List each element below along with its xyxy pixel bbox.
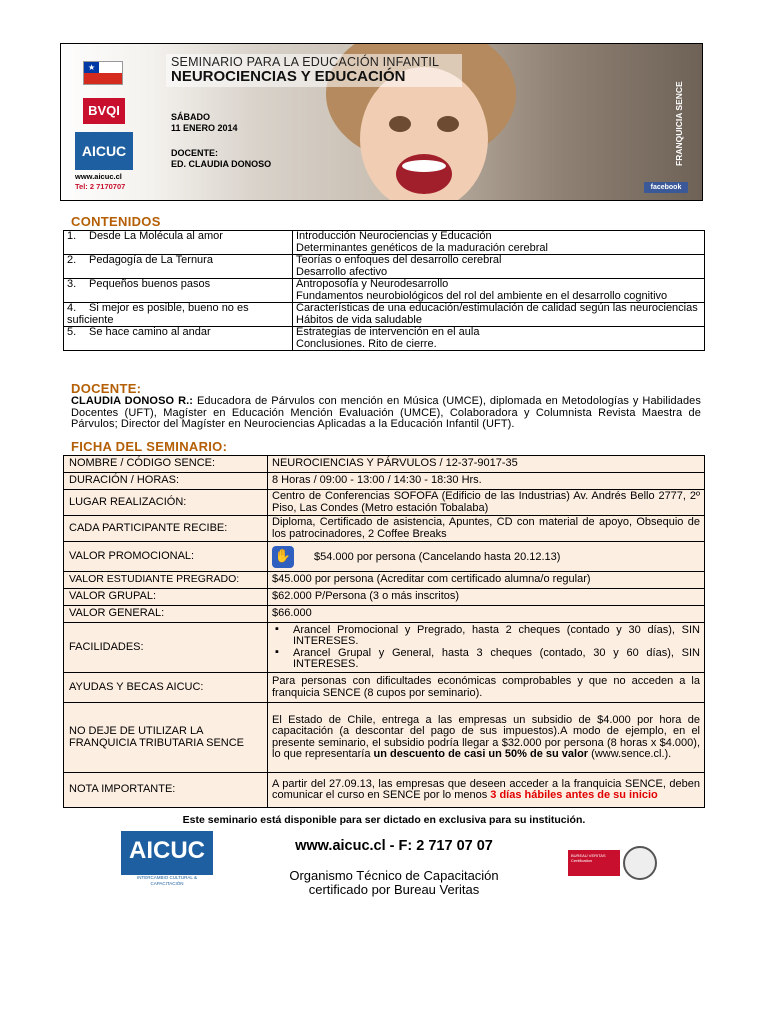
ficha-key: FACILIDADES: [64, 623, 268, 673]
bureau-veritas-text: BUREAU VERITAS Certification [568, 850, 620, 876]
contenidos-details-cell [293, 327, 705, 351]
banner-title-line1: SEMINARIO PARA LA EDUCACIÓN INFANTIL [171, 55, 440, 69]
contenidos-detail: Determinantes genéticos de la maduración cerebral [296, 241, 548, 254]
ficha-value [268, 542, 705, 572]
ficha-key: NO DEJE DE UTILIZAR LA FRANQUICIA TRIBUTARIA SENCE [64, 703, 268, 773]
ficha-row-sence [64, 703, 705, 773]
contenidos-detail: Estrategias de intervención en el aula [296, 326, 480, 338]
docente-heading: DOCENTE: [71, 381, 142, 396]
ficha-value: $66.000 [268, 606, 705, 623]
sence-link-text: (www.sence.cl.). [588, 748, 672, 760]
contenidos-detail: Características de una educación/estimulación de calidad según las neurociencias [296, 302, 698, 314]
ficha-row-general [64, 606, 705, 623]
docente-bio [71, 396, 701, 431]
aicuc-logo-small: AICUC [75, 132, 133, 170]
ficha-row-ayudas [64, 673, 705, 703]
nota-highlight: 3 días hábiles antes de su inicio [490, 789, 658, 801]
facilidades-list [272, 625, 700, 671]
ficha-value: $62.000 P/Persona (3 o más inscritos) [268, 589, 705, 606]
banner-website[interactable]: www.aicuc.cl [75, 172, 122, 181]
contenidos-row [64, 303, 705, 327]
banner-phone: Tel: 2 7170707 [75, 182, 126, 191]
list-item: ▪ Arancel Grupal y General, hasta 3 cheques (contado, 30 y 60 días), SIN INTERESES. [272, 648, 700, 671]
ficha-row-nombre [64, 456, 705, 473]
contenidos-number: 3. [67, 278, 77, 290]
ficha-value: Para personas con dificultades económicas comprobables y que no acceden a la franquicia SENCE (8 cupos por seminario). [268, 673, 705, 703]
contenidos-row [64, 279, 705, 303]
ficha-value [268, 623, 705, 673]
aicuc-logo-text: AICUC [129, 837, 205, 864]
ficha-key: NOTA IMPORTANTE: [64, 773, 268, 808]
contenidos-detail: Teorías o enfoques del desarrollo cerebral [296, 254, 502, 266]
contenidos-topic: Pequeños buenos pasos [89, 278, 211, 290]
contenidos-topic: Si mejor es posible, bueno no es suficiente [67, 302, 249, 326]
ficha-key: VALOR GENERAL: [64, 606, 268, 623]
ficha-row-grupal [64, 589, 705, 606]
contenidos-details-cell [293, 303, 705, 327]
banner-title-line2: NEUROCIENCIAS Y EDUCACIÓN [171, 68, 406, 85]
contenidos-detail: Fundamentos neurobiológicos del rol del ambiente en el desarrollo cognitivo [296, 289, 668, 302]
ficha-value: NEUROCIENCIAS Y PÁRVULOS / 12-37-9017-35 [268, 456, 705, 473]
contenidos-topic-cell [64, 303, 293, 327]
contenidos-heading: CONTENIDOS [71, 214, 161, 229]
disponible-note: Este seminario está disponible para ser dictado en exclusiva para su institución. [182, 814, 586, 826]
certification-seal-icon [623, 846, 657, 880]
contenidos-details-cell [293, 231, 705, 255]
contenidos-topic: Se hace camino al andar [89, 326, 211, 338]
ficha-row-facilidades [64, 623, 705, 673]
banner-docente [171, 148, 271, 170]
aicuc-logo-subtitle: INTERCAMBIO CULTURAL & CAPACITACIÓN [121, 875, 213, 887]
footer-org-line1: Organismo Técnico de Capacitación [289, 867, 499, 883]
ficha-row-recibe [64, 516, 705, 542]
contenidos-topic-cell [64, 255, 293, 279]
footer-org-line2: certificado por Bureau Veritas [308, 882, 480, 897]
franquicia-sence-text: FRANQUICIA SENCE [674, 81, 684, 166]
ficha-key: VALOR ESTUDIANTE PREGRADO: [64, 572, 268, 589]
ficha-value: Centro de Conferencias SOFOFA (Edificio de las Industrias) Av. Andrés Bello 2777, 2º Piso, Las Condes (Metro estación Tobalaba) [268, 490, 705, 516]
ficha-row-nota [64, 773, 705, 808]
ficha-value [268, 703, 705, 773]
ficha-value: 8 Horas / 09:00 - 13:00 / 14:30 - 18:30 Hrs. [268, 473, 705, 490]
contenidos-number: 2. [67, 254, 77, 266]
ficha-row-promocional [64, 542, 705, 572]
docente-bio-text: Educadora de Párvulos con mención en Música (UMCE), diplomada en Metodologías y Habilidades Docentes (UFT), Magíster en Educación Mención Evaluación (UMCE), Colaboradora y Columnista Revista Maestra de Párvulos; Director del Magíster en Neurociencias Aplicadas a la Educación Infantil (UFT). [71, 395, 701, 431]
contenidos-topic-cell [64, 231, 293, 255]
contenidos-topic-cell [64, 279, 293, 303]
contenidos-detail: Introducción Neurociencias y Educación [296, 230, 492, 242]
contenidos-detail: Conclusiones. Rito de cierre. [296, 337, 437, 350]
contenidos-number: 5. [67, 326, 77, 338]
ficha-key: VALOR PROMOCIONAL: [64, 542, 268, 572]
contenidos-topic: Desde La Molécula al amor [89, 230, 223, 242]
footer-web-phone[interactable]: www.aicuc.cl - F: 2 717 07 07 [295, 838, 493, 854]
chile-flag-icon: ★ [83, 61, 123, 85]
ficha-value: Diploma, Certificado de asistencia, Apuntes, CD con material de apoyo, Obsequio de los patrocinadores, 2 Coffee Breaks [268, 516, 705, 542]
docente-name: CLAUDIA DONOSO R.: [71, 395, 194, 407]
contenidos-detail: Hábitos de vida saludable [296, 313, 422, 326]
contenidos-row [64, 327, 705, 351]
contenidos-detail: Antroposofía y Neurodesarrollo [296, 278, 449, 290]
ficha-key: AYUDAS Y BECAS AICUC: [64, 673, 268, 703]
ficha-key: LUGAR REALIZACIÓN: [64, 490, 268, 516]
ficha-table [63, 455, 705, 808]
sence-text: El Estado de Chile, entrega a las empresas un subsidio de $4.000 por hora de capacitación (a descontar del pago de sus impuestos).A modo de ejemplo, en el presente seminario, el subsidio podría llegar a $32.000 por persona (8 horas x $4.000), lo que representaría [272, 713, 700, 760]
ficha-key: DURACIÓN / HORAS: [64, 473, 268, 490]
ficha-row-lugar [64, 490, 705, 516]
sence-discount-text: un descuento de casi un 50% de su valor [373, 748, 589, 760]
contenidos-topic-cell [64, 327, 293, 351]
contenidos-table [63, 230, 705, 351]
certification-logo: BVQI [83, 98, 125, 124]
hand-icon: ✋ [272, 546, 294, 568]
seminar-banner [60, 43, 703, 201]
nota-text: A partir del 27.09.13, las empresas que deseen acceder a la franquicia SENCE, deben comunicar el curso en SENCE por lo menos [272, 777, 700, 801]
ficha-key: VALOR GRUPAL: [64, 589, 268, 606]
ficha-key: CADA PARTICIPANTE RECIBE: [64, 516, 268, 542]
ficha-row-duracion [64, 473, 705, 490]
facebook-badge[interactable]: facebook [644, 182, 688, 193]
list-item: ▪ Arancel Promocional y Pregrado, hasta 2 cheques (contado y 30 días), SIN INTERESES. [272, 625, 700, 648]
ficha-value [268, 773, 705, 808]
contenidos-detail: Desarrollo afectivo [296, 265, 388, 278]
banner-docente-name: ED. CLAUDIA DONOSO [171, 159, 272, 169]
banner-contact [75, 172, 125, 192]
contenidos-number: 4. [67, 302, 77, 314]
ficha-row-estudiante [64, 572, 705, 589]
banner-day: SÁBADO [171, 112, 211, 122]
ficha-value: $45.000 por persona (Acreditar com certificado alumna/o regular) [268, 572, 705, 589]
contenidos-details-cell [293, 255, 705, 279]
contenidos-number: 1. [67, 230, 77, 242]
contenidos-row [64, 255, 705, 279]
contenidos-topic: Pedagogía de La Ternura [89, 254, 213, 266]
banner-date-text: 11 ENERO 2014 [171, 123, 238, 133]
contenidos-details-cell [293, 279, 705, 303]
promo-value-text: $54.000 por persona (Cancelando hasta 20.12.13) [314, 550, 561, 563]
ficha-heading: FICHA DEL SEMINARIO: [71, 439, 228, 454]
banner-date [171, 112, 238, 134]
banner-docente-label: DOCENTE: [171, 148, 218, 158]
ficha-key: NOMBRE / CÓDIGO SENCE: [64, 456, 268, 473]
bureau-veritas-logo [568, 846, 658, 880]
contenidos-row [64, 231, 705, 255]
